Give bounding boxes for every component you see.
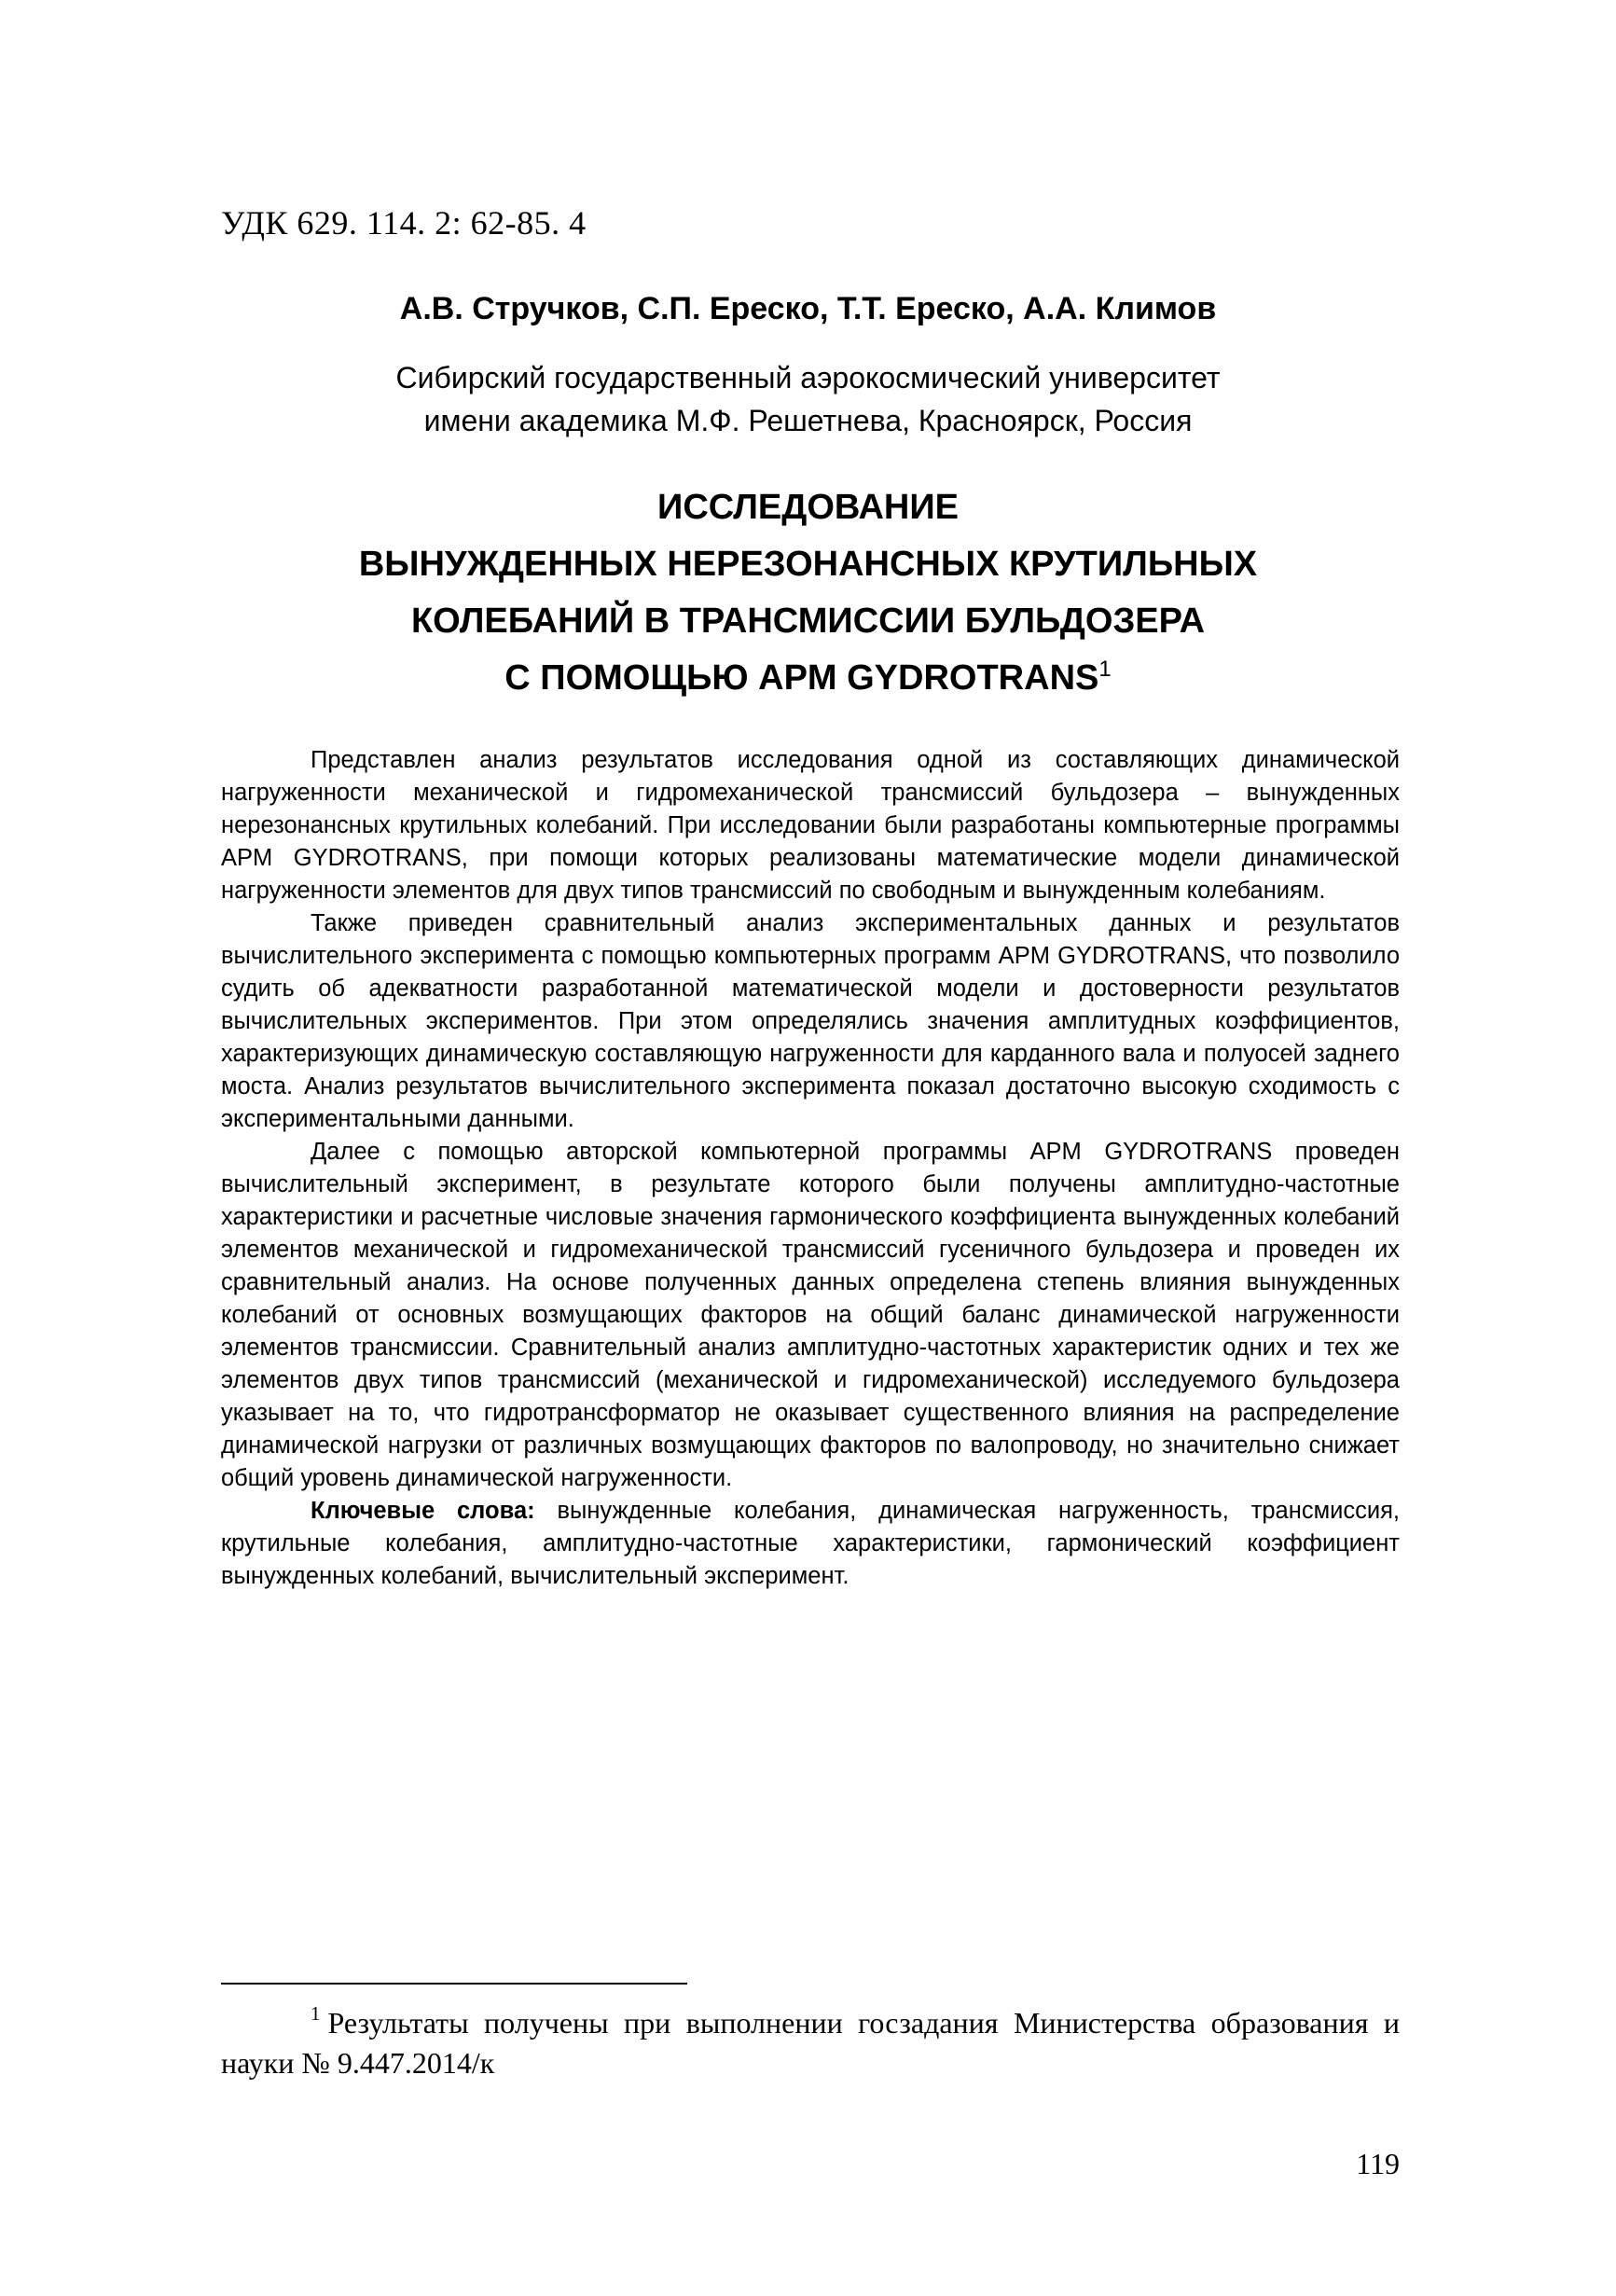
title-line: КОЛЕБАНИЙ В ТРАНСМИССИИ БУЛЬДОЗЕРА: [410, 602, 1206, 641]
abstract-paragraph: Далее с помощью авторской компьютерной программы APM GYDROTRANS проведен вычислительный эксперимент, в результате которого были получены амплитудно-частотные характеристики и расчетные числовые значения гармонического коэффициента вынужденных колебаний элементов механической и гидромеханической трансмиссий гусеничного бульдозера и проведен их сравнительный анализ. На основе полученных данных определена степень влияния вынужденных колебаний от основных возмущающих факторов на общий баланс динамической нагруженности элементов трансмиссии. Сравнительный анализ амплитудно-частотных характеристик одних и тех же элементов двух типов трансмиссий (механической и гидромеханической) исследуемого бульдозера указывает на то, что гидротрансформатор не оказывает существенного влияния на распределение динамической нагрузки от различных возмущающих факторов по валопроводу, но значительно снижает общий уровень динамической нагруженности.: [221, 1139, 1400, 1491]
affiliation: [0, 356, 1616, 442]
title-line: ИССЛЕДОВАНИЕ: [657, 488, 959, 527]
page-number: 119: [1356, 2147, 1400, 2180]
paper-title: [0, 479, 1616, 707]
abstract: [221, 744, 1400, 1593]
title-line-text: С ПОМОЩЬЮ APM GYDROTRANS: [504, 658, 1099, 698]
affiliation-line: имени академика М.Ф. Решетнева, Красноярск, Россия: [423, 404, 1193, 437]
abstract-paragraph: Представлен анализ результатов исследования одной из составляющих динамической нагруженности механической и гидромеханической трансмиссий бульдозера – вынужденных нерезонансных крутильных колебаний. При исследовании были разработаны компьютерные программы APM GYDROTRANS, при помощи которых реализованы математические модели динамической нагруженности элементов для двух типов трансмиссий по свободным и вынужденным колебаниям.: [221, 747, 1400, 904]
keywords: [221, 1495, 1400, 1593]
udk-code: УДК 629. 114. 2: 62-85. 4: [221, 204, 587, 242]
footnote-divider: [221, 1983, 687, 1985]
keywords-label: Ключевые слова:: [311, 1498, 535, 1524]
footnote: [221, 2003, 1400, 2083]
affiliation-line: Сибирский государственный аэрокосмический университет: [395, 361, 1221, 394]
footnote-paragraph: [221, 2003, 1400, 2083]
title-footnote-mark: 1: [1098, 657, 1112, 682]
abstract-paragraph: Также приведен сравнительный анализ экспериментальных данных и результатов вычислительного эксперимента с помощью компьютерных программ APM GYDROTRANS, что позволило судить об адекватности разработанной математической модели и достоверности результатов вычислительных экспериментов. При этом определялись значения амплитудных коэффициентов, характеризующих динамическую составляющую нагруженности для карданного вала и полуосей заднего моста. Анализ результатов вычислительного эксперимента показал достаточно высокую сходимость с экспериментальными данными.: [221, 910, 1400, 1132]
keywords-text: вынужденные колебания, динамическая нагруженность, трансмиссия, крутильные колебания, амплитудно-частотные характеристики, гармонический коэффициент вынужденных колебаний, вычислительный эксперимент.: [221, 1498, 1400, 1589]
footnote-mark: 1: [311, 2002, 321, 2025]
title-line: [0, 650, 1616, 707]
authors: А.В. Стручков, С.П. Ереско, Т.Т. Ереско, А.А. Климов: [399, 291, 1217, 326]
title-line: ВЫНУЖДЕННЫХ НЕРЕЗОНАНСНЫХ КРУТИЛЬНЫХ: [358, 545, 1258, 584]
footnote-text: Результаты получены при выполнении госзадания Министерства образования и науки № 9.447.2014/к: [221, 2006, 1400, 2080]
